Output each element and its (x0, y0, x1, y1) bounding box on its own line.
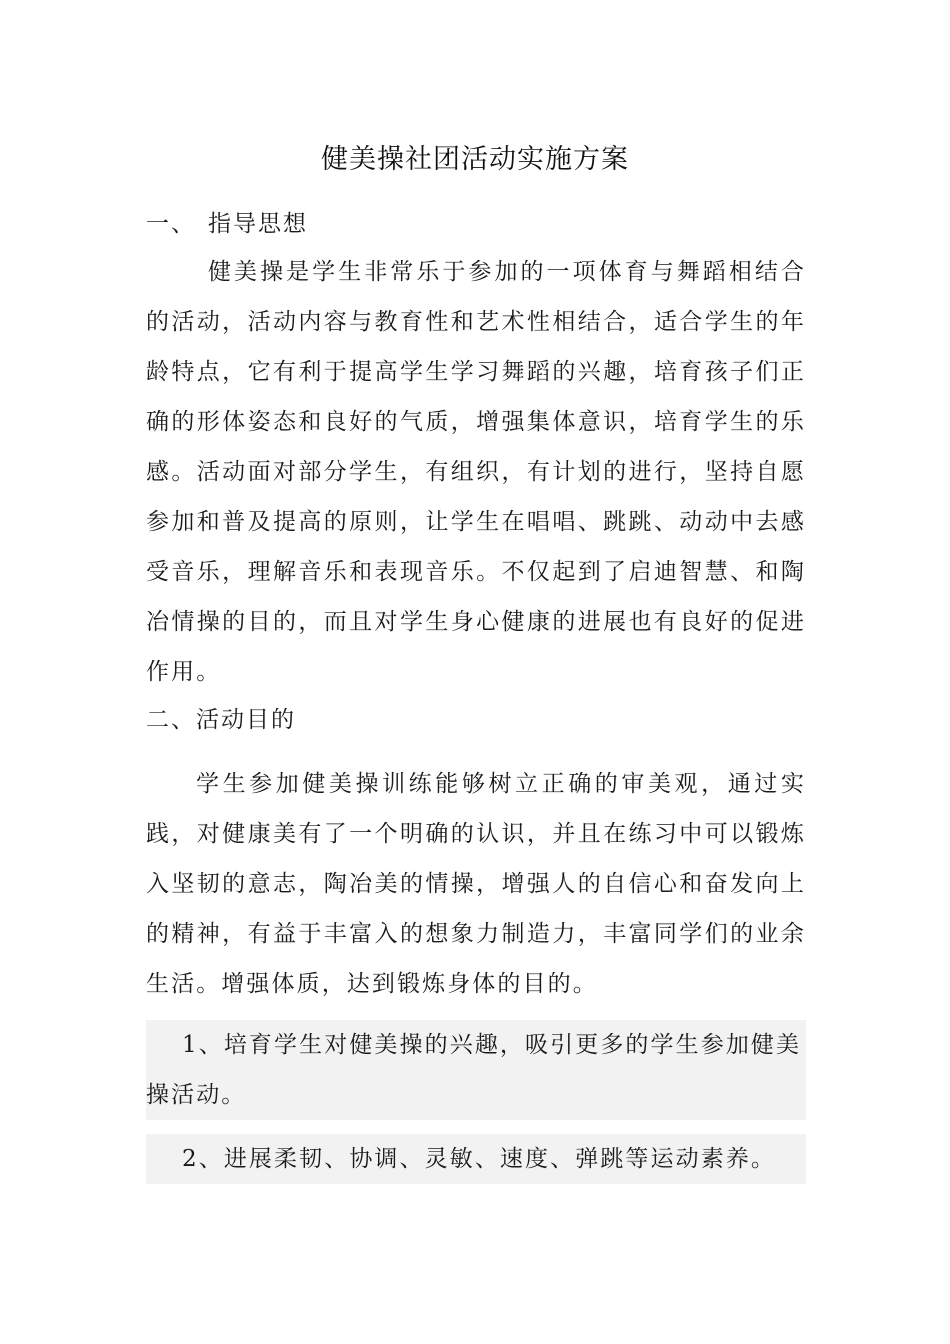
section-1-paragraph: 健美操是学生非常乐于参加的一项体育与舞蹈相结合的活动，活动内容与教育性和艺术性相结合，适合学生的年龄特点，它有利于提高学生学习舞蹈的兴趣，培育孩子们正确的形体姿态和良好的气质，增强集体意识，培育学生的乐感。活动面对部分学生，有组织，有计划的进行，坚持自愿参加和普及提高的原则，让学生在唱唱、跳跳、动动中去感受音乐，理解音乐和表现音乐。不仅起到了启迪智慧、和陶冶情操的目的，而且对学生身心健康的进展也有良好的促进作用。 (146, 259, 806, 685)
section-2-paragraph: 学生参加健美操训练能够树立正确的审美观，通过实践，对健康美有了一个明确的认识，并且在练习中可以锻炼入坚韧的意志，陶冶美的情操，增强人的自信心和奋发向上的精神，有益于丰富入的想象力制造力，丰富同学们的业余生活。增强体质，达到锻炼身体的目的。 (146, 771, 806, 997)
section-2-heading: 二、活动目的 (146, 707, 296, 733)
section-1-number: 一、 (146, 211, 196, 237)
section-1-heading (146, 208, 308, 240)
objective-item-1: 1、培育学生对健美操的兴趣，吸引更多的学生参加健美操活动。 (146, 1020, 806, 1120)
document-title: 健美操社团活动实施方案 (321, 144, 629, 175)
objective-item-2: 2、进展柔韧、协调、灵敏、速度、弹跳等运动素养。 (146, 1134, 806, 1184)
section-1-title: 指导思想 (208, 211, 308, 237)
